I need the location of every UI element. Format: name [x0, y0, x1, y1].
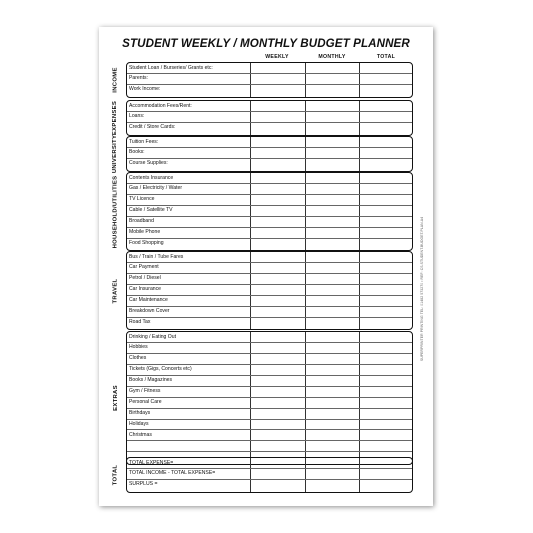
budget-row [127, 252, 412, 263]
budget-row [127, 387, 412, 398]
section-label-text: UNIVERSITY [112, 134, 119, 173]
page-title: STUDENT WEEKLY / MONTHLY BUDGET PLANNER [122, 37, 410, 50]
row-label: TOTAL INCOME - TOTAL EXPENSE= [129, 470, 216, 477]
section-label-expenses [106, 100, 125, 136]
row-label: Work Income: [129, 86, 161, 93]
budget-row [127, 112, 412, 123]
budget-row [127, 184, 412, 195]
section-label-total [106, 457, 125, 493]
section-label-extras [106, 331, 125, 465]
section-income [126, 62, 413, 98]
section-label-travel [106, 251, 125, 330]
section-label-text: TRAVEL [112, 278, 119, 304]
row-label: Personal Care [129, 399, 162, 406]
section-university [126, 136, 413, 172]
budget-row [127, 101, 412, 112]
budget-row [127, 85, 412, 96]
budget-row [127, 274, 412, 285]
section-label-text: HOUSEHOLD/UTILITIES [112, 175, 119, 249]
budget-row [127, 63, 412, 74]
row-label: Parents: [129, 75, 148, 82]
row-label: Course Supplies: [129, 160, 168, 167]
budget-row [127, 206, 412, 217]
row-label: Tuition Fees: [129, 138, 159, 145]
budget-row [127, 123, 412, 134]
budget-row [127, 332, 412, 343]
budget-row [127, 217, 412, 228]
budget-row [127, 343, 412, 354]
budget-row [127, 469, 412, 480]
row-label: TOTAL EXPENSE= [129, 459, 174, 466]
row-label: Mobile Phone [129, 229, 161, 236]
row-label: Petrol / Diesel [129, 275, 161, 282]
row-label: Road Tax [129, 319, 151, 326]
row-label: Drinking / Eating Out [129, 333, 176, 340]
row-label: Contents Insurance [129, 174, 174, 181]
budget-planner-sheet [99, 27, 433, 506]
budget-row [127, 296, 412, 307]
budget-row [127, 354, 412, 365]
row-label: Christmas [129, 431, 152, 438]
budget-row [127, 480, 412, 491]
budget-row [127, 365, 412, 376]
section-travel [126, 251, 413, 330]
row-label: Books / Magazines [129, 377, 173, 384]
budget-row [127, 173, 412, 184]
budget-row [127, 441, 412, 452]
printer-reference-text: SUPERPRINTER PRINTING TEL: 01482 573270 • REF: CS.STUDENT.BUDGET.PLAN.A4 [420, 216, 424, 362]
row-label: Hobbies [129, 344, 148, 351]
budget-row [127, 458, 412, 469]
row-label: Car Payment [129, 264, 159, 271]
row-label: Tickets (Gigs, Concerts etc) [129, 366, 192, 373]
row-label: Broadband [129, 218, 154, 225]
column-header-monthly: MONTHLY [318, 54, 346, 60]
row-label: Clothes [129, 355, 147, 362]
column-header-weekly: WEEKLY [265, 54, 289, 60]
section-label-text: INCOME [112, 67, 119, 93]
budget-row [127, 74, 412, 85]
row-label: Gym / Fitness [129, 388, 161, 395]
section-label-university [106, 136, 125, 172]
row-label: Holidays [129, 421, 149, 427]
row-label: Loans: [129, 113, 145, 120]
row-label: Bus / Train / Tube Fares [129, 253, 184, 260]
row-label: Food Shopping [129, 240, 164, 247]
row-label: Credit / Store Cards: [129, 124, 176, 131]
budget-row [127, 430, 412, 441]
section-label-income [106, 62, 125, 98]
row-label: Cable / Satellite TV [129, 207, 173, 214]
budget-row [127, 420, 412, 431]
column-headers [250, 54, 412, 62]
budget-row [127, 137, 412, 148]
budget-row [127, 228, 412, 239]
budget-row [127, 285, 412, 296]
section-label-household-utilities [106, 172, 125, 251]
row-label: Birthdays [129, 410, 151, 417]
section-label-text: EXTRAS [112, 385, 119, 411]
section-expenses [126, 100, 413, 136]
row-label: TV Licence [129, 196, 155, 203]
budget-row [127, 263, 412, 274]
section-household-utilities [126, 172, 413, 251]
section-label-text: EXPENSES [112, 100, 119, 135]
row-label: Accommodation Fees/Rent: [129, 102, 192, 109]
budget-row [127, 195, 412, 206]
row-label: Gas / Electricity / Water [129, 185, 183, 192]
budget-row [127, 409, 412, 420]
column-header-total: TOTAL [376, 54, 396, 60]
budget-row [127, 376, 412, 387]
budget-row [127, 148, 412, 159]
row-label: Books: [129, 149, 145, 156]
section-label-text: TOTAL [112, 464, 119, 486]
section-extras [126, 331, 413, 465]
budget-row [127, 318, 412, 329]
row-label: Car Maintenance [129, 297, 168, 304]
budget-row [127, 159, 412, 170]
row-label: Breakdown Cover [129, 308, 170, 315]
row-label: Student Loan / Burseries/ Grants etc: [129, 64, 213, 71]
row-label: Car Insurance [129, 286, 161, 293]
budget-row [127, 239, 412, 250]
budget-row [127, 398, 412, 409]
row-label: SURPLUS = [129, 481, 158, 488]
budget-row [127, 307, 412, 318]
section-total [126, 457, 413, 493]
